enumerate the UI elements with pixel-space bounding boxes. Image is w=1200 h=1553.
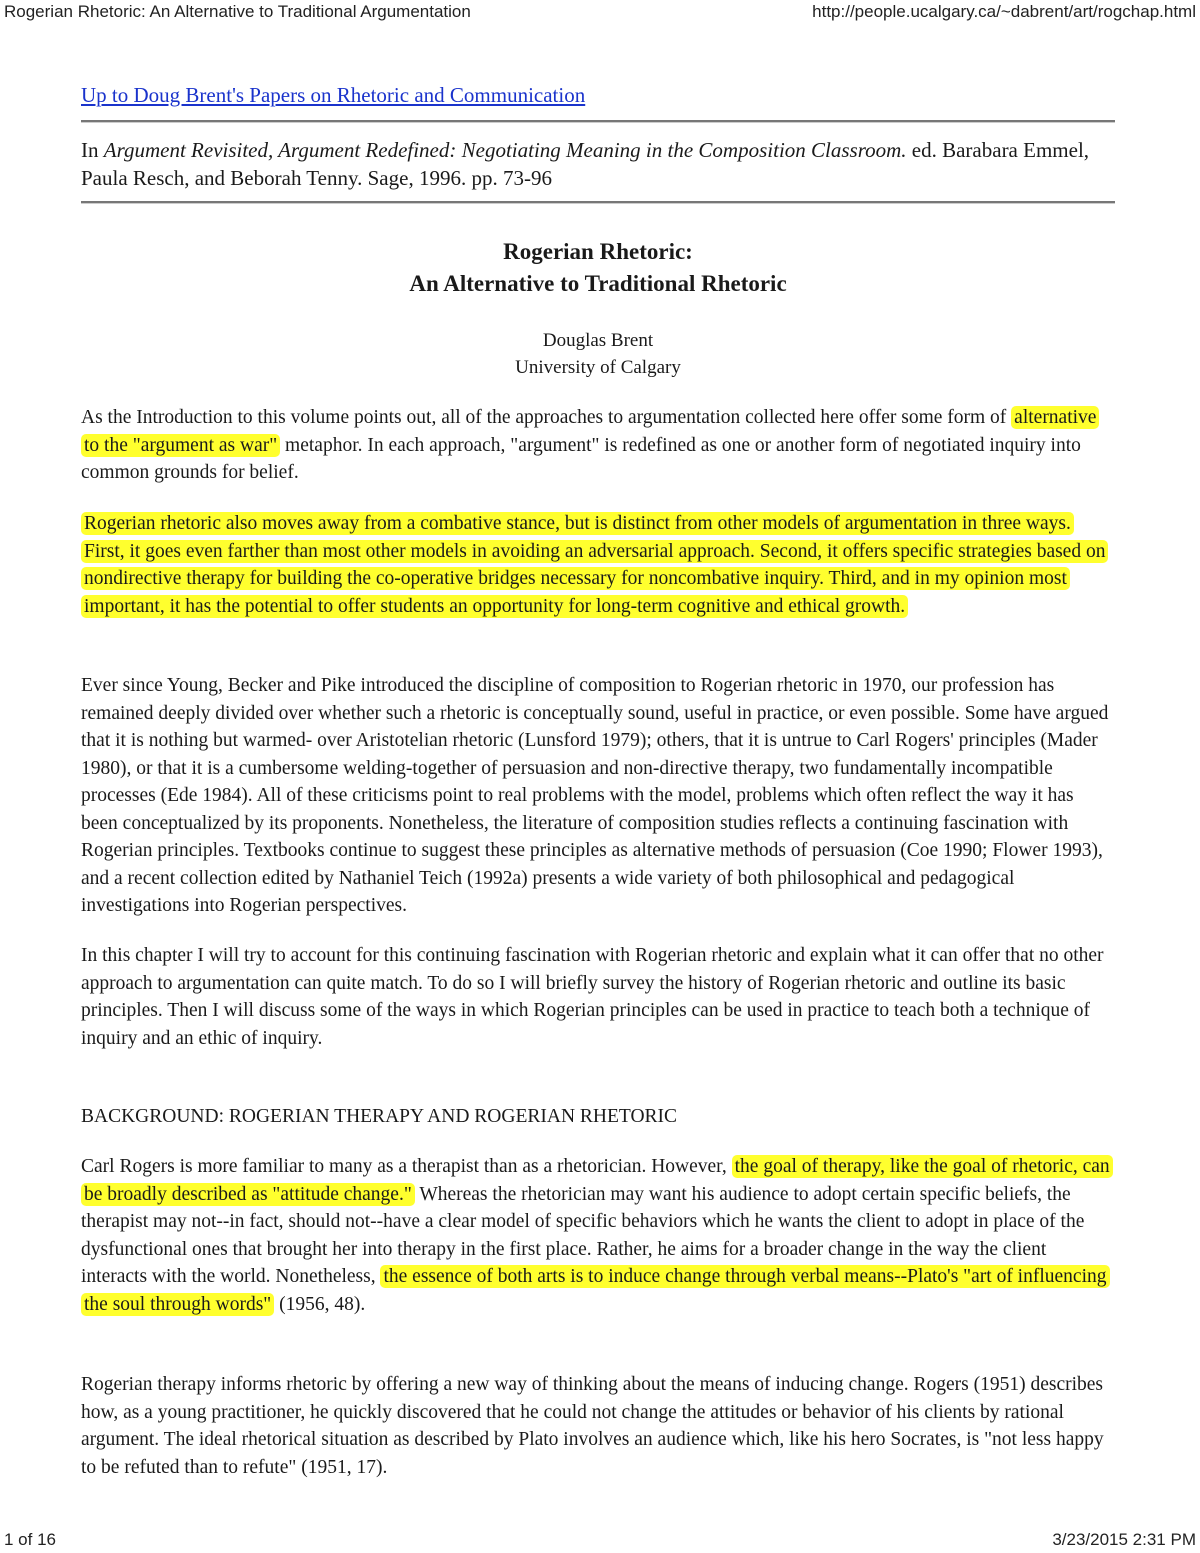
paragraph-3: Ever since Young, Becker and Pike introduced the discipline of composition to Rogerian rhetoric in 1970, our profession has remained deeply divided over whether such a rhetoric is conceptually sound, useful in practice, or even possible. Some have argued that it is nothing but warmed- over Aristotelian rhetoric (Lunsford 1979); others, that it is untrue to Carl Rogers' principles (Mader 1980), or that it is a cumbersome welding-together of persuasion and non-directive therapy, two fundamentally incompatible processes (Ede 1984). All of these criticisms point to real problems with the model, problems which often reflect the way it has been conceptualized by its proponents. Nonetheless, the literature of composition studies reflects a continuing fascination with Rogerian principles. Textbooks continue to suggest these principles as alternative methods of persuasion (Coe 1990; Flower 1993), and a recent collection edited by Nathaniel Teich (1992a) presents a wide variety of both philosophical and pedagogical investigations into Rogerian perspectives. [81, 675, 1109, 916]
title-line-2: An Alternative to Traditional Rhetoric [409, 271, 787, 296]
paragraph-5 [81, 1153, 1115, 1318]
p5-text-b: Whereas the rhetorician may want his audience to adopt certain specific beliefs, the therapist may not--in fact, should not--have a clear model of specific behaviors which he wants the client to adopt in place of the dysfunctional ones that brought her into therapy in the first place. Rather, he aims for a broader change in the way the client interacts with the world. Nonetheless, [81, 1183, 1085, 1287]
citation-details: ed. Barabara Emmel, Paula Resch, and Beborah Tenny. Sage, 1996. pp. 73-96 [81, 138, 1090, 190]
p1-text-a: As the Introduction to this volume points out, all of the approaches to argumentation collected here offer some form of [81, 407, 1012, 428]
print-header-url: http://people.ucalgary.ca/~dabrent/art/rogchap.html [812, 2, 1196, 21]
p1-text-b: metaphor. In each approach, "argument" is redefined as one or another form of negotiated inquiry into common grounds for belief. [81, 434, 1081, 483]
citation-book-title: Argument Revisited, Argument Redefined: Negotiating Meaning in the Composition Classroom. [103, 138, 907, 162]
print-header-title: Rogerian Rhetoric: An Alternative to Traditional Argumentation [4, 2, 471, 21]
p5-text-c: (1956, 48). [274, 1293, 366, 1315]
p5-text-a: Carl Rogers is more familiar to many as a therapist than as a rhetorician. However, [81, 1156, 732, 1177]
highlight-2: Rogerian rhetoric also moves away from a combative stance, but is distinct from other models of argumentation in three ways. First, it goes even farther than most other models in avoiding an adversarial approach. Second, it offers specific strategies based on nondirective therapy for building the co-operative bridges necessary for noncombative inquiry. Third, and in my opinion most important, it has the potential to offer students an opportunity for long-term cognitive and ethical growth. [81, 512, 1108, 618]
highlight-1: alternative to the "argument as war" [81, 406, 1099, 457]
author-affiliation: University of Calgary [515, 357, 681, 378]
title-line-1: Rogerian Rhetoric: [503, 239, 693, 264]
page-counter: 1 of 16 [4, 1530, 56, 1549]
article-title [81, 236, 1115, 300]
paragraph-6: Rogerian therapy informs rhetoric by offering a new way of thinking about the means of inducing change. Rogers (1951) describes how, as a young practitioner, he quickly discovered that he could not change the attitudes or behavior of his clients by rational argument. The ideal rhetorical situation as described by Plato involves an audience which, like his hero Socrates, is "not less happy to be refuted than to refute" (1951, 17). [81, 1374, 1104, 1478]
citation [81, 136, 1115, 192]
section-heading: BACKGROUND: ROGERIAN THERAPY AND ROGERIAN RHETORIC [81, 1106, 678, 1127]
author-block [81, 327, 1115, 381]
divider-top [81, 120, 1115, 123]
paragraph-4: In this chapter I will try to account for this continuing fascination with Rogerian rhetoric and explain what it can offer that no other approach to argumentation can quite match. To do so I will briefly survey the history of Rogerian rhetoric and outline its basic principles. Then I will discuss some of the ways in which Rogerian principles can be used in practice to teach both a technique of inquiry and an ethic of inquiry. [81, 945, 1104, 1049]
print-timestamp: 3/23/2015 2:31 PM [1052, 1530, 1196, 1549]
citation-prefix: In [81, 138, 104, 162]
author-name: Douglas Brent [542, 330, 654, 351]
highlight-3: the goal of therapy, like the goal of rhetoric, can be broadly described as "attitude change." [81, 1155, 1113, 1206]
paragraph-1 [81, 404, 1115, 487]
up-link[interactable]: Up to Doug Brent's Papers on Rhetoric and Communication [81, 83, 586, 107]
paragraph-2 [81, 510, 1115, 620]
divider-bottom [81, 201, 1115, 204]
highlight-4: the essence of both arts is to induce change through verbal means--Plato's "art of influencing the soul through words" [81, 1265, 1110, 1316]
